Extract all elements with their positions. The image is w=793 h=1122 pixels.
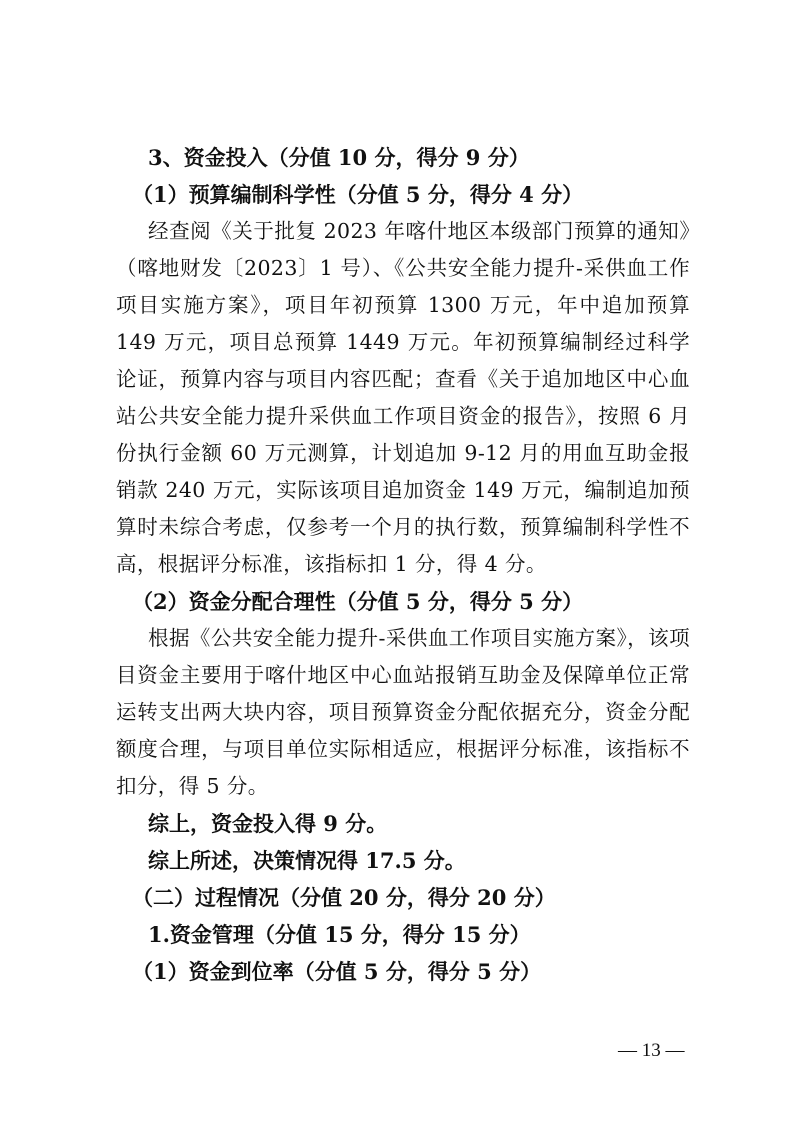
paragraph-allocation-reasonable: 根据《公共安全能力提升-采供血工作项目实施方案》，该项目资金主要用于喀什地区中心血站报销互助金及保障单位正常运转支出两大块内容，项目预算资金分配依据充分，资金分配额度合理，与项目单位实际相适应，根据评分标准，该指标不扣分，得 5 分。 — [116, 626, 690, 798]
page-number: — 13 — — [618, 1040, 685, 1061]
page-content — [116, 139, 690, 990]
subheading-budget-scientific: （1）预算编制科学性（分值 5 分，得分 4 分） — [132, 182, 584, 207]
summary-decision: 综上所述，决策情况得 17.5 分。 — [148, 848, 466, 873]
section-heading-funding-input: 3、资金投入（分值 10 分，得分 9 分） — [148, 145, 530, 170]
section-heading-process: （二）过程情况（分值 20 分，得分 20 分） — [132, 885, 556, 910]
subheading-fund-arrival-rate: （1）资金到位率（分值 5 分，得分 5 分） — [132, 959, 542, 984]
summary-funding-input: 综上，资金投入得 9 分。 — [148, 811, 388, 836]
paragraph-budget-scientific: 经查阅《关于批复 2023 年喀什地区本级部门预算的通知》（喀地财发〔2023〕1 号）、《公共安全能力提升-采供血工作项目实施方案》，项目年初预算 1300 万元，年中追加预算 149 万元，项目总预算 1449 万元。年初预算编制经过科学论证，预算内容与项目内容匹配；查看《关于追加地区中心血站公共安全能力提升采供血工作项目资金的报告》，按照 6 月份执行金额 60 万元测算，计划追加 9-12 月的用血互助金报销款 240 万元，实际该项目追加资金 149 万元，编制追加预算时未综合考虑，仅参考一个月的执行数，预算编制科学性不高，根据评分标准，该指标扣 1 分，得 4 分。 — [116, 219, 690, 576]
subheading-allocation-reasonable: （2）资金分配合理性（分值 5 分，得分 5 分） — [132, 589, 584, 614]
item-heading-fund-management: 1.资金管理（分值 15 分，得分 15 分） — [148, 922, 531, 947]
